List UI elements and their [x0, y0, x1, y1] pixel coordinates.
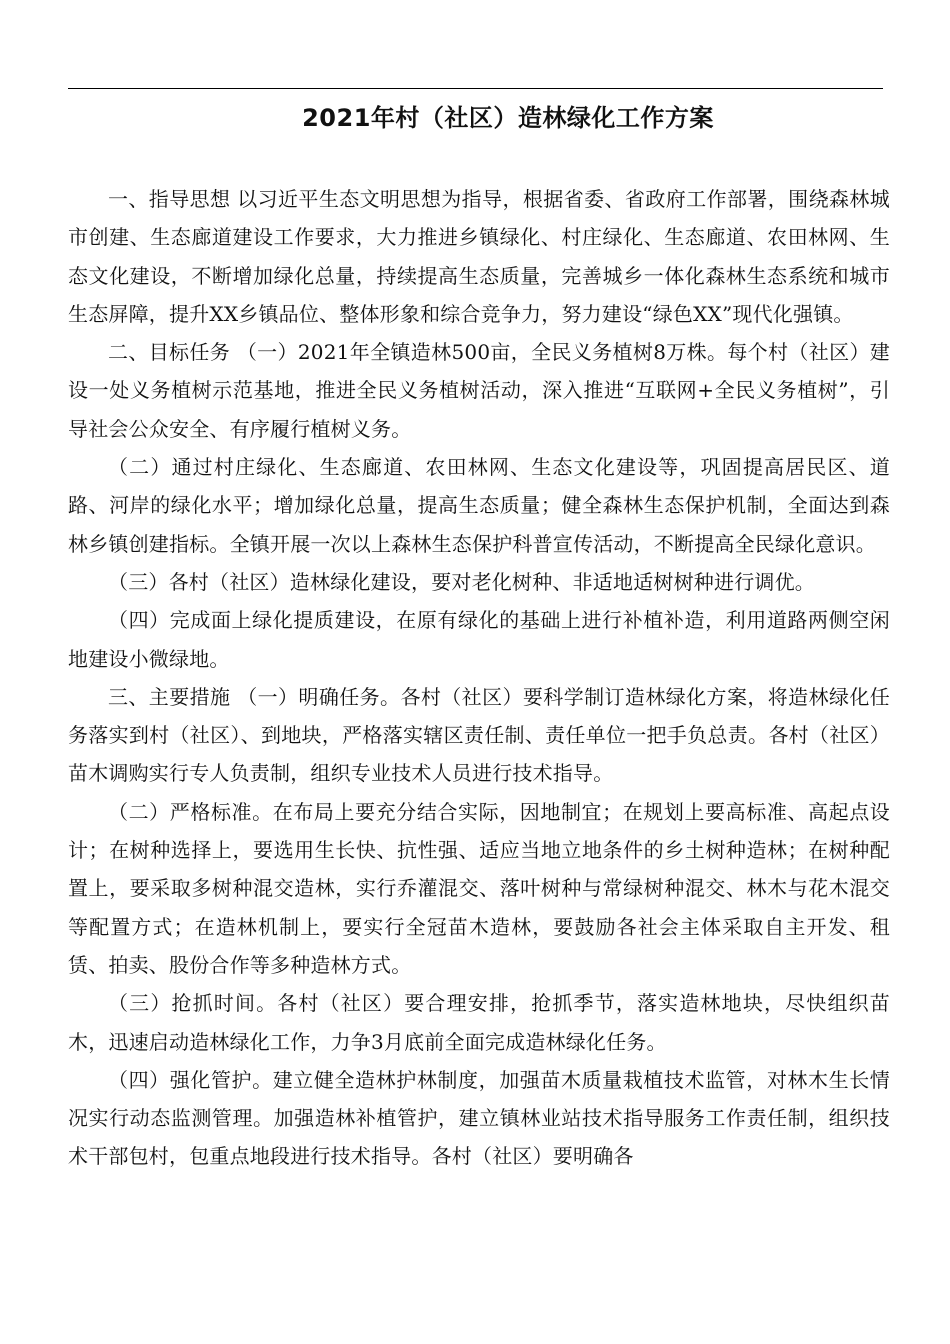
header-rule: [68, 88, 883, 89]
paragraph-measure-3: （三）抢抓时间。各村（社区）要合理安排，抢抓季节，落实造林地块，尽快组织苗木，迅速启动造林绿化工作，力争3月底前全面完成造林绿化任务。: [68, 991, 890, 1054]
paragraph-measure-2: （二）严格标准。在布局上要充分结合实际，因地制宜；在规划上要高标准、高起点设计；在树种选择上，要选用生长快、抗性强、适应当地立地条件的乡土树种造林；在树种配置上，要采取多树种混交造林，实行乔灌混交、落叶树种与常绿树种混交、林木与花木混交等配置方式；在造林机制上，要实行全冠苗木造林，要鼓励各社会主体采取自主开发、租赁、拍卖、股份合作等多种造林方式。: [68, 799, 890, 977]
paragraph-goal-task-1: 二、目标任务 （一）2021年全镇造林500亩，全民义务植树8万株。每个村（社区）建设一处义务植树示范基地，推进全民义务植树活动，深入推进“互联网+全民义务植树”，引导社会公众安全、有序履行植树义务。: [68, 340, 890, 441]
document-body: [68, 180, 890, 1176]
paragraph-guiding-ideology: 一、指导思想 以习近平生态文明思想为指导，根据省委、省政府工作部署，围绕森林城市创建、生态廊道建设工作要求，大力推进乡镇绿化、村庄绿化、生态廊道、农田林网、生态文化建设，不断增加绿化总量，持续提高生态质量，完善城乡一体化森林生态系统和城市生态屏障，提升XX乡镇品位、整体形象和综合竞争力，努力建设“绿色XX”现代化强镇。: [68, 187, 890, 326]
paragraph-measure-4: （四）强化管护。建立健全造林护林制度，加强苗木质量栽植技术监管，对林木生长情况实行动态监测管理。加强造林补植管护，建立镇林业站技术指导服务工作责任制，组织技术干部包村，包重点地段进行技术指导。各村（社区）要明确各: [68, 1067, 890, 1169]
paragraph-goal-task-3: （三）各村（社区）造林绿化建设，要对老化树种、非适地适树树种进行调优。: [108, 569, 815, 594]
paragraph-goal-task-2: （二）通过村庄绿化、生态廊道、农田林网、生态文化建设等，巩固提高居民区、道路、河岸的绿化水平；增加绿化总量，提高生态质量；健全森林生态保护机制，全面达到森林乡镇创建指标。全镇开展一次以上森林生态保护科普宣传活动，不断提高全民绿化意识。: [68, 455, 890, 556]
document-title: 2021年村（社区）造林绿化工作方案: [302, 104, 714, 132]
paragraph-goal-task-4: （四）完成面上绿化提质建设，在原有绿化的基础上进行补植补造，利用道路两侧空闲地建设小微绿地。: [68, 608, 890, 671]
paragraph-measure-1: 三、主要措施 （一）明确任务。各村（社区）要科学制订造林绿化方案，将造林绿化任务落实到村（社区）、到地块，严格落实辖区责任制、责任单位一把手负总责。各村（社区）苗木调购实行专人负责制，组织专业技术人员进行技术指导。: [68, 684, 890, 786]
